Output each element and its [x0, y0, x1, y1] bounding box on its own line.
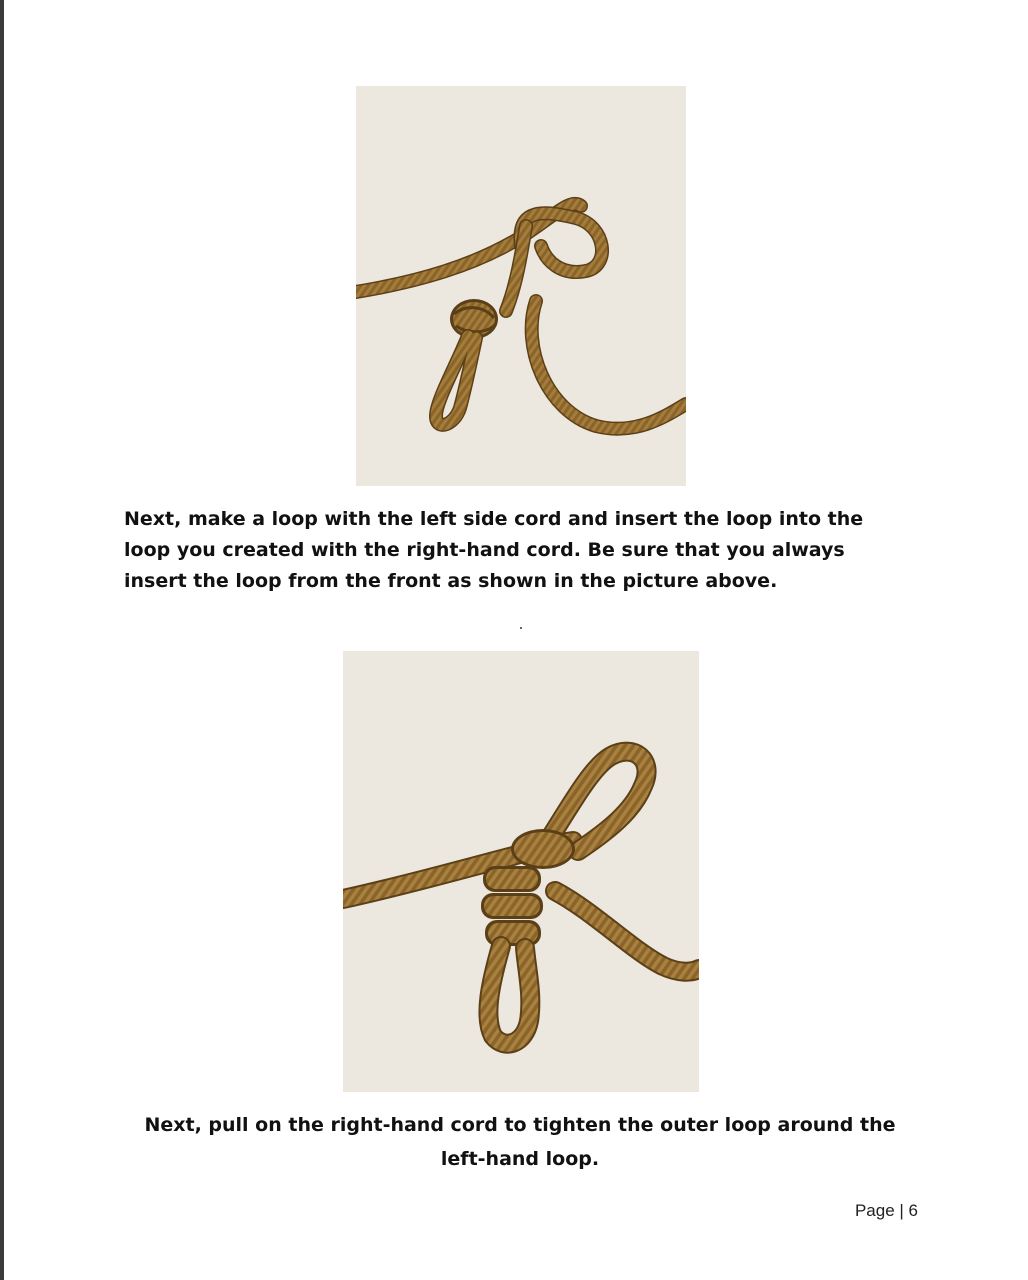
page-edge: [0, 0, 4, 1280]
cord-loop-illustration-1: [356, 86, 686, 486]
step-2-instructions: Next, pull on the right-hand cord to tighten the outer loop around the left-hand loop.: [144, 1114, 896, 1170]
knot-photo-step-1: [356, 86, 686, 486]
page-number: Page | 6: [854, 1201, 918, 1220]
cord-loop-illustration-2: [343, 651, 699, 1092]
stray-dot: [520, 627, 522, 629]
knot-photo-step-2: [343, 651, 699, 1092]
step-1-instructions: Next, make a loop with the left side cord and insert the loop into the loop you created with the right-hand cord. Be sure that you always insert the loop from the front as shown in the picture above.: [124, 508, 864, 592]
